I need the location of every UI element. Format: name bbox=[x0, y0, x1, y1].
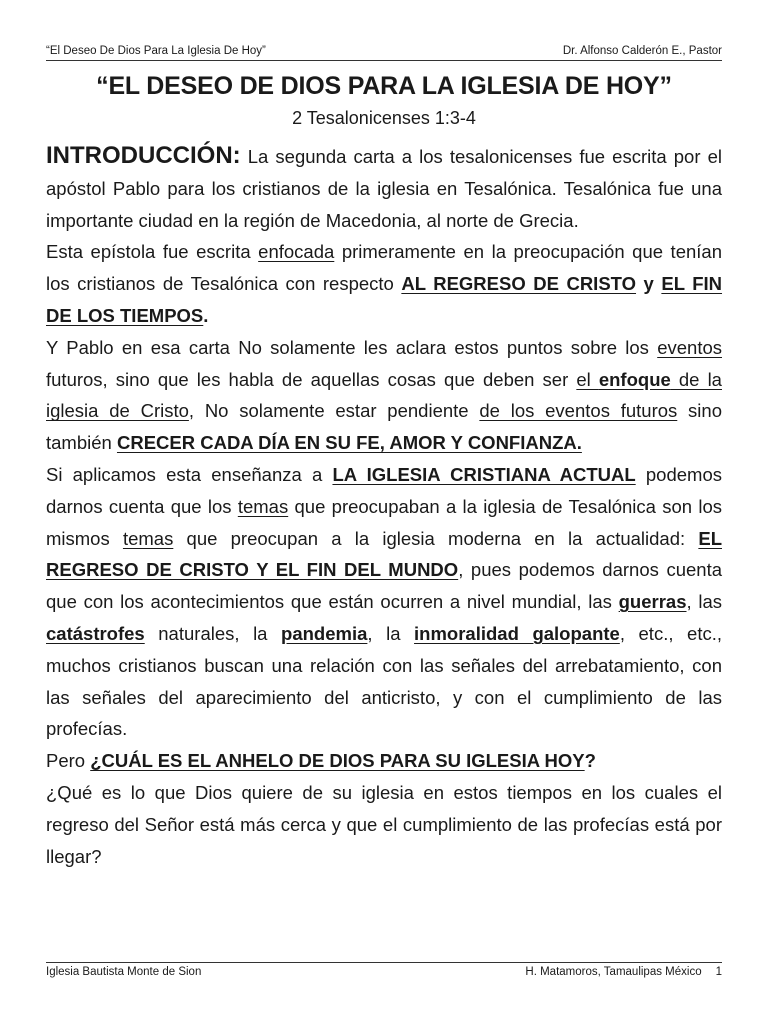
header-sermon-title: “El Deseo De Dios Para La Iglesia De Hoy” bbox=[46, 45, 266, 57]
bold-text: ? bbox=[584, 750, 596, 772]
emphasis-text: AL REGRESO DE CRISTO bbox=[401, 273, 637, 295]
emphasis-text: pandemia bbox=[281, 622, 368, 644]
header-author: Dr. Alfonso Calderón E., Pastor bbox=[562, 45, 722, 57]
document-body bbox=[46, 140, 722, 872]
underlined-text: enfocada bbox=[258, 241, 335, 263]
emphasis-text: ¿CUÁL ES EL ANHELO DE DIOS PARA SU IGLESIA HOY bbox=[90, 750, 585, 772]
text-run: Pero bbox=[46, 750, 91, 772]
text-run: primeramente en la preocupación que tenían los cristianos de Tesalónica con respecto bbox=[46, 241, 722, 295]
footer-church: Iglesia Bautista Monte de Sion bbox=[46, 966, 202, 978]
text-run: , las bbox=[686, 591, 723, 613]
intro-paragraph bbox=[46, 140, 722, 236]
paragraph-closing: ¿Qué es lo que Dios quiere de su iglesia en estos tiempos en los cuales el regreso del Señor está más cerca y que el cumplimiento de las profecías está por llegar? bbox=[46, 781, 722, 867]
bold-text: y bbox=[636, 273, 662, 295]
text-run: , etc., etc., muchos cristianos buscan una relación con las señales del arrebatamiento, con las señales del aparecimiento del anticristo, y con el cumplimiento de las profecías. bbox=[46, 622, 722, 740]
emphasis-text: CRECER CADA DÍA EN SU FE, AMOR Y CONFIANZA. bbox=[116, 432, 582, 454]
underlined-text: temas bbox=[122, 527, 174, 549]
underlined-text: eventos bbox=[657, 336, 722, 358]
paragraph-paul bbox=[46, 332, 722, 459]
text-run: que preocupaban a la iglesia de Tesalónica son los mismos bbox=[46, 495, 723, 549]
bold-text: . bbox=[203, 304, 209, 326]
emphasis-text: LA IGLESIA CRISTIANA ACTUAL bbox=[332, 463, 636, 485]
intro-label: INTRODUCCIÓN: bbox=[46, 142, 241, 169]
footer-right bbox=[525, 965, 722, 979]
scripture-reference: 2 Tesalonicenses 1:3-4 bbox=[292, 108, 476, 128]
text-run: de la iglesia de Cristo bbox=[46, 368, 722, 422]
running-header bbox=[46, 44, 722, 61]
text-run: , pues podemos darnos cuenta que con los acontecimientos que están ocurren a nivel mundial, las bbox=[46, 559, 722, 613]
page-number: 1 bbox=[715, 966, 722, 978]
text-run: , la bbox=[367, 622, 415, 644]
text-run: sino también bbox=[46, 400, 722, 454]
text-run: Si aplicamos esta enseñanza a bbox=[46, 463, 333, 485]
emphasis-text: catástrofes bbox=[46, 622, 145, 644]
footer-location: H. Matamoros, Tamaulipas México bbox=[525, 966, 702, 978]
running-footer bbox=[46, 962, 722, 979]
text-run: podemos darnos cuenta que los bbox=[46, 463, 722, 517]
text-run: , No solamente estar pendiente bbox=[188, 400, 480, 422]
text-run: que preocupan a la iglesia moderna en la actualidad: bbox=[173, 527, 699, 549]
emphasis-text: guerras bbox=[618, 591, 687, 613]
paragraph-application bbox=[46, 459, 722, 745]
underlined-text: de los eventos futuros bbox=[479, 400, 678, 422]
text-run: naturales, la bbox=[144, 622, 282, 644]
bold-text: enfoque bbox=[598, 368, 671, 390]
emphasis-text: inmoralidad galopante bbox=[414, 622, 620, 644]
text-run: Esta epístola fue escrita bbox=[46, 241, 259, 263]
text-run: Y Pablo en esa carta No solamente les aclara estos puntos sobre los bbox=[46, 336, 658, 358]
underlined-text: temas bbox=[237, 495, 289, 517]
intro-text: La segunda carta a los tesalonicenses fue escrita por el apóstol Pablo para los cristianos de la iglesia en Tesalónica. Tesalónica fue una importante ciudad en la región de Macedonia, al norte de Grecia. bbox=[46, 146, 722, 231]
emphasis-text: EL REGRESO DE CRISTO Y EL FIN DEL MUNDO bbox=[46, 527, 722, 581]
text-run: futuros, sino que les habla de aquellas cosas que deben ser bbox=[46, 368, 577, 390]
paragraph-question bbox=[46, 745, 722, 777]
emphasis-text: EL FIN DE LOS TIEMPOS bbox=[46, 273, 723, 326]
text-run: el bbox=[576, 368, 599, 390]
document-title: “EL DESEO DE DIOS PARA LA IGLESIA DE HOY” bbox=[96, 72, 672, 100]
paragraph-focus bbox=[46, 236, 722, 331]
